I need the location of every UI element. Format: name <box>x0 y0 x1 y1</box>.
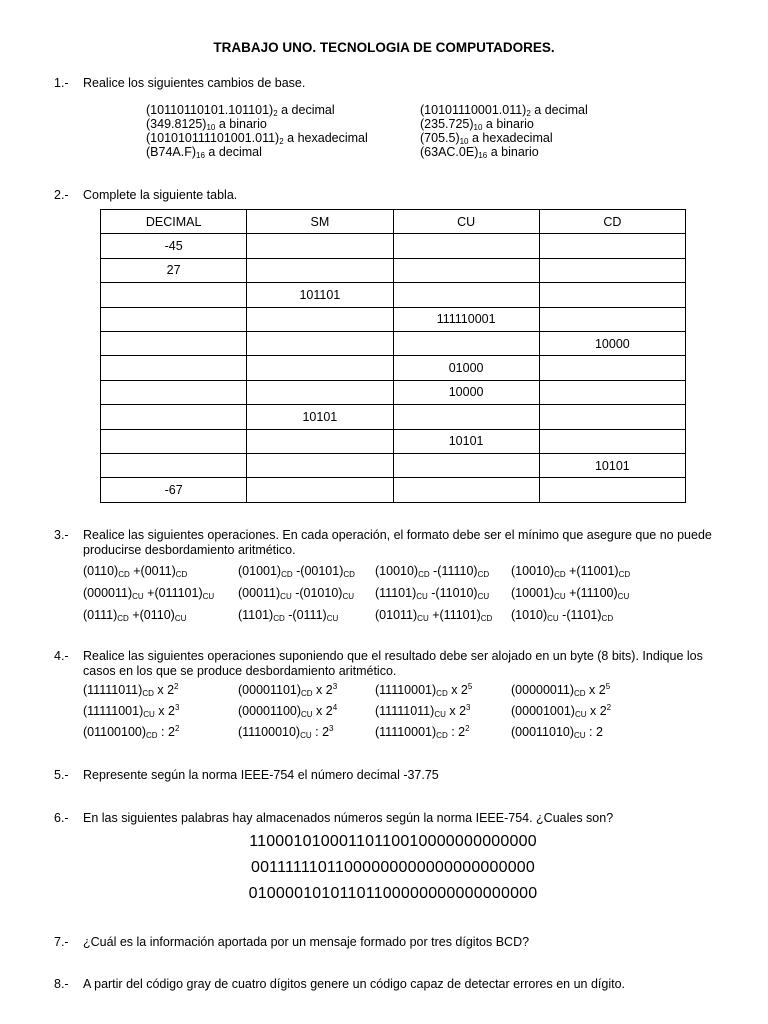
operand-text: -(11010) <box>427 586 478 600</box>
format-subscript: CD <box>146 731 158 740</box>
format-subscript: CU <box>301 710 313 719</box>
q3-operation <box>83 608 186 622</box>
q3-operation <box>238 564 355 578</box>
table-row <box>101 478 686 502</box>
format-subscript: CD <box>281 570 293 579</box>
q1-right-item <box>420 145 588 159</box>
table-row <box>101 307 686 331</box>
ieee-word-1: 11000101000110110010000000000000 <box>249 833 537 850</box>
exponent-superscript: 4 <box>332 703 338 712</box>
base-subscript: 10 <box>206 123 216 132</box>
format-subscript: CU <box>554 592 566 601</box>
q2-text: Complete la siguiente tabla. <box>83 188 238 202</box>
target-text: a hexadecimal <box>283 131 368 145</box>
base-subscript: 10 <box>473 123 483 132</box>
table-cell <box>393 453 539 477</box>
q1-right-item <box>420 131 588 145</box>
exponent-superscript: 3 <box>329 724 334 733</box>
q1-left-item <box>146 103 368 117</box>
table-cell <box>539 356 685 380</box>
number-text: (10101110001.011) <box>420 103 527 117</box>
q4-operation <box>511 704 611 718</box>
target-text: a decimal <box>530 103 588 117</box>
page-title: TRABAJO UNO. TECNOLOGIA DE COMPUTADORES. <box>213 40 555 55</box>
q4-operation <box>238 683 337 697</box>
format-subscript: CU <box>280 592 292 601</box>
format-subscript: CD <box>418 570 430 579</box>
q4-text: Realice las siguientes operaciones suponiendo que el resultado debe ser alojado en un byte (8 bits). Indique los casos en los que se produce desbordamiento aritmético. <box>83 649 703 678</box>
table-cell: -67 <box>101 478 247 502</box>
table-cell <box>393 405 539 429</box>
table-cell <box>101 307 247 331</box>
q1-number: 1.- <box>54 76 69 90</box>
q6-number: 6.- <box>54 811 69 825</box>
format-subscript: CD <box>175 570 188 579</box>
format-subscript: CD <box>480 614 493 623</box>
exponent-superscript: 2 <box>174 724 180 733</box>
q7-number: 7.- <box>54 935 69 949</box>
q6-text: En las siguientes palabras hay almacenados números según la norma IEEE-754. ¿Cuales son? <box>83 811 614 825</box>
table-cell <box>393 331 539 355</box>
exponent-superscript: 3 <box>466 703 471 712</box>
table-row <box>101 453 686 477</box>
table-row <box>101 331 686 355</box>
table-cell <box>539 380 685 404</box>
exponent-superscript: 2 <box>174 682 179 691</box>
q1-right-list <box>420 103 588 159</box>
table-cell: 101101 <box>247 283 393 307</box>
operand-text: (0111) <box>83 608 118 622</box>
number-text: (63AC.0E) <box>420 145 479 159</box>
table-row <box>101 234 686 258</box>
table-row <box>101 283 686 307</box>
table-row <box>101 405 686 429</box>
q3-operation <box>511 608 613 622</box>
operand-text: (11111011) <box>375 704 435 718</box>
operand-text: : 2 <box>447 725 466 739</box>
operand-text: +(11101) <box>428 608 481 622</box>
operand-text: x 2 <box>447 683 468 697</box>
table-cell: -45 <box>101 234 247 258</box>
table-cell <box>539 258 685 282</box>
target-text: a binario <box>215 117 267 131</box>
q7-text: ¿Cuál es la información aportada por un mensaje formado por tres dígitos BCD? <box>83 935 530 949</box>
format-subscript: CD <box>574 689 586 698</box>
table-cell <box>539 405 685 429</box>
operand-text: +(11001) <box>565 564 619 578</box>
operand-text: (00000011) <box>511 683 575 697</box>
base-subscript: 16 <box>196 151 205 160</box>
operand-text: (11111001) <box>83 704 144 718</box>
operand-text: (11101) <box>375 586 417 600</box>
table-cell <box>101 405 247 429</box>
table-cell <box>247 258 393 282</box>
table-cell <box>247 478 393 502</box>
q5-text: Represente según la norma IEEE-754 el número decimal -37.75 <box>83 768 439 782</box>
table-cell: 10101 <box>247 405 393 429</box>
operand-text: -(11110) <box>429 564 478 578</box>
operand-text: +(011101) <box>143 586 203 600</box>
operand-text: +(0011) <box>129 564 176 578</box>
exponent-superscript: 2 <box>606 703 612 712</box>
q4-operation <box>511 725 603 739</box>
table-cell <box>393 258 539 282</box>
operand-text: (11100010) <box>238 725 301 739</box>
operand-text: +(0110) <box>128 608 175 622</box>
table-cell: 111110001 <box>393 307 539 331</box>
operand-text: x 2 <box>153 683 175 697</box>
format-subscript: CU <box>132 592 144 601</box>
operand-text: (0110) <box>83 564 119 578</box>
table-cell: 10000 <box>539 331 685 355</box>
number-text: (B74A.F) <box>146 145 197 159</box>
base-subscript: 10 <box>459 137 469 146</box>
format-subscript: CU <box>574 710 587 719</box>
table-cell <box>539 283 685 307</box>
operand-text: x 2 <box>312 683 333 697</box>
q3-operation <box>238 608 338 622</box>
operand-text: (01100100) <box>83 725 147 739</box>
conversion-table <box>100 209 686 503</box>
table-cell: 10000 <box>393 380 539 404</box>
target-text: a binario <box>482 117 534 131</box>
q3-operation <box>375 608 492 622</box>
table-cell <box>539 234 685 258</box>
q3-operation <box>375 586 489 600</box>
format-subscript: CD <box>118 570 130 579</box>
table-cell: 10101 <box>539 453 685 477</box>
q4-operation <box>375 725 470 739</box>
q1-text: Realice los siguientes cambios de base. <box>83 76 306 90</box>
table-cell <box>101 356 247 380</box>
operand-text: (01011) <box>375 608 418 622</box>
q3-number: 3.- <box>54 528 69 542</box>
ieee-word-3: 01000010101101100000000000000000 <box>248 885 538 902</box>
table-cell: 10101 <box>393 429 539 453</box>
table-row <box>101 380 686 404</box>
q1-left-item <box>146 131 368 145</box>
number-text: (10110110101.101101) <box>146 103 274 117</box>
table-cell <box>247 331 393 355</box>
table-cell <box>101 453 247 477</box>
operand-text: (11110001) <box>375 725 437 739</box>
q4-operation <box>238 725 333 739</box>
format-subscript: CD <box>436 731 448 740</box>
ieee-word-2: 00111111011000000000000000000000 <box>250 859 536 876</box>
format-subscript: CD <box>554 570 566 579</box>
q4-operation <box>511 683 610 697</box>
format-subscript: CU <box>300 731 312 740</box>
number-text: (101010111101001.011) <box>146 131 280 145</box>
target-text: a decimal <box>204 145 262 159</box>
exponent-superscript: 3 <box>174 703 180 712</box>
operand-text: (10001) <box>511 586 555 600</box>
operand-text: : 2 <box>157 725 175 739</box>
format-subscript: CU <box>143 710 155 719</box>
target-text: a binario <box>487 145 539 159</box>
operand-text: (10010) <box>511 564 555 578</box>
q3-text: Realice las siguientes operaciones. En cada operación, el formato debe ser el mínimo que asegure que no puede producirse desbordamiento aritmético. <box>83 528 712 557</box>
format-subscript: CU <box>326 614 339 623</box>
q4-operation <box>83 683 178 697</box>
q1-left-item <box>146 145 368 159</box>
exponent-superscript: 3 <box>332 682 338 691</box>
q5-number: 5.- <box>54 768 69 782</box>
number-text: (349.8125) <box>146 117 207 131</box>
table-cell <box>247 429 393 453</box>
format-subscript: CU <box>477 592 490 601</box>
table-header-sm: SM <box>247 210 393 234</box>
q3-operation <box>83 564 187 578</box>
q1-left-item <box>146 117 368 131</box>
number-text: (705.5) <box>420 131 460 145</box>
table-cell <box>101 283 247 307</box>
table-cell <box>539 429 685 453</box>
operand-text: -(1101) <box>558 608 602 622</box>
table-cell <box>393 234 539 258</box>
q1-left-list <box>146 103 368 159</box>
table-cell <box>247 307 393 331</box>
format-subscript: CD <box>477 570 490 579</box>
table-cell <box>101 331 247 355</box>
operand-text: -(00101) <box>292 564 344 578</box>
format-subscript: CD <box>301 689 313 698</box>
format-subscript: CU <box>174 614 187 623</box>
number-text: (235.725) <box>420 117 474 131</box>
table-header-decimal: DECIMAL <box>101 210 247 234</box>
table-cell <box>393 283 539 307</box>
target-text: a hexadecimal <box>468 131 553 145</box>
format-subscript: CU <box>417 614 429 623</box>
q3-operation <box>238 586 354 600</box>
q4-operation <box>83 725 179 739</box>
q1-right-item <box>420 117 588 131</box>
base-subscript: 16 <box>478 151 488 160</box>
table-cell: 01000 <box>393 356 539 380</box>
q4-operation <box>375 704 470 718</box>
table-cell <box>539 478 685 502</box>
format-subscript: CU <box>202 592 215 601</box>
table-cell <box>247 234 393 258</box>
operand-text: (00011010) <box>511 725 575 739</box>
exponent-superscript: 2 <box>465 724 470 733</box>
target-text: a decimal <box>277 103 335 117</box>
operand-text: (1101) <box>238 608 274 622</box>
q4-operation <box>375 683 472 697</box>
operand-text: (11110001) <box>375 683 437 697</box>
format-subscript: CD <box>618 570 631 579</box>
operand-text: (00001101) <box>238 683 302 697</box>
table-header-cu: CU <box>393 210 539 234</box>
base-subscript: 2 <box>279 137 284 146</box>
table-cell <box>101 380 247 404</box>
format-subscript: CD <box>273 614 285 623</box>
q4-operation <box>83 704 179 718</box>
q1-right-item <box>420 103 588 117</box>
q2-number: 2.- <box>54 188 69 202</box>
operand-text: x 2 <box>445 704 467 718</box>
base-subscript: 2 <box>526 109 531 118</box>
operand-text: (00001001) <box>511 704 575 718</box>
operand-text: (01001) <box>238 564 282 578</box>
format-subscript: CD <box>142 689 154 698</box>
format-subscript: CU <box>547 614 559 623</box>
format-subscript: CU <box>574 731 586 740</box>
format-subscript: CU <box>342 592 355 601</box>
base-subscript: 2 <box>273 109 278 118</box>
operand-text: : 2 <box>585 725 603 739</box>
table-row <box>101 258 686 282</box>
table-cell <box>247 380 393 404</box>
operand-text: x 2 <box>312 704 333 718</box>
table-cell <box>101 429 247 453</box>
operand-text: x 2 <box>586 704 607 718</box>
table-header-cd: CD <box>539 210 685 234</box>
operand-text: -(01010) <box>291 586 343 600</box>
format-subscript: CD <box>343 570 355 579</box>
table-cell <box>247 356 393 380</box>
operand-text: (11111011) <box>83 683 143 697</box>
exponent-superscript: 5 <box>605 682 611 691</box>
operand-text: : 2 <box>311 725 330 739</box>
table-row <box>101 429 686 453</box>
q3-operation <box>511 586 629 600</box>
q8-number: 8.- <box>54 977 69 991</box>
operand-text: -(0111) <box>284 608 327 622</box>
table-cell <box>247 453 393 477</box>
format-subscript: CU <box>434 710 446 719</box>
operand-text: x 2 <box>585 683 606 697</box>
format-subscript: CD <box>601 614 614 623</box>
q8-text: A partir del código gray de cuatro dígitos genere un código capaz de detectar errores en un dígito. <box>83 977 626 991</box>
operand-text: x 2 <box>154 704 175 718</box>
format-subscript: CD <box>436 689 448 698</box>
operand-text: (10010) <box>375 564 419 578</box>
q3-operation <box>83 586 214 600</box>
q4-operation <box>238 704 337 718</box>
q4-number: 4.- <box>54 649 69 663</box>
operand-text: +(11100) <box>565 586 618 600</box>
table-cell: 27 <box>101 258 247 282</box>
q3-operation <box>375 564 489 578</box>
format-subscript: CU <box>617 592 630 601</box>
exponent-superscript: 5 <box>467 682 473 691</box>
table-row <box>101 356 686 380</box>
format-subscript: CU <box>416 592 428 601</box>
operand-text: (00011) <box>238 586 281 600</box>
q3-operation <box>511 564 630 578</box>
operand-text: (000011) <box>83 586 133 600</box>
format-subscript: CD <box>117 614 129 623</box>
operand-text: (1010) <box>511 608 548 622</box>
table-cell <box>539 307 685 331</box>
table-cell <box>393 478 539 502</box>
operand-text: (00001100) <box>238 704 302 718</box>
